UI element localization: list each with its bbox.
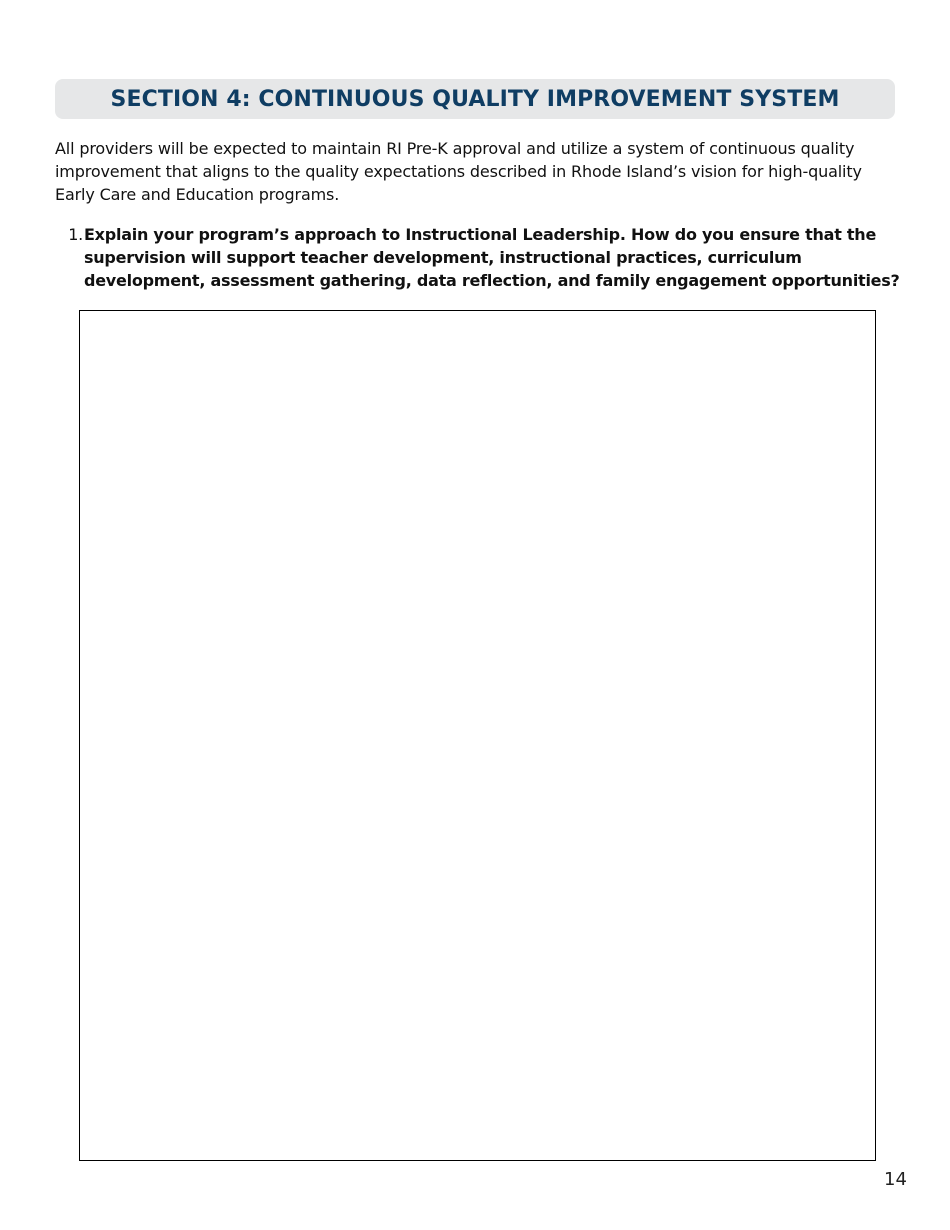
section-title: SECTION 4: CONTINUOUS QUALITY IMPROVEMENT SYSTEM [110, 86, 840, 112]
section-header [55, 79, 895, 119]
answer-text-box[interactable] [79, 310, 876, 1161]
page-number: 14 [884, 1169, 907, 1190]
question-item [55, 223, 900, 292]
intro-paragraph: All providers will be expected to maintain RI Pre-K approval and utilize a system of continuous quality improvement that aligns to the quality expectations described in Rhode Island’s vision for high-quality Early Care and Education programs. [55, 139, 862, 204]
question-number: 1. [68, 225, 83, 244]
question-text: Explain your program’s approach to Instructional Leadership. How do you ensure that the supervision will support teacher development, instructional practices, curriculum development, assessment gathering, data reflection, and family engagement opportunities? [84, 225, 900, 290]
